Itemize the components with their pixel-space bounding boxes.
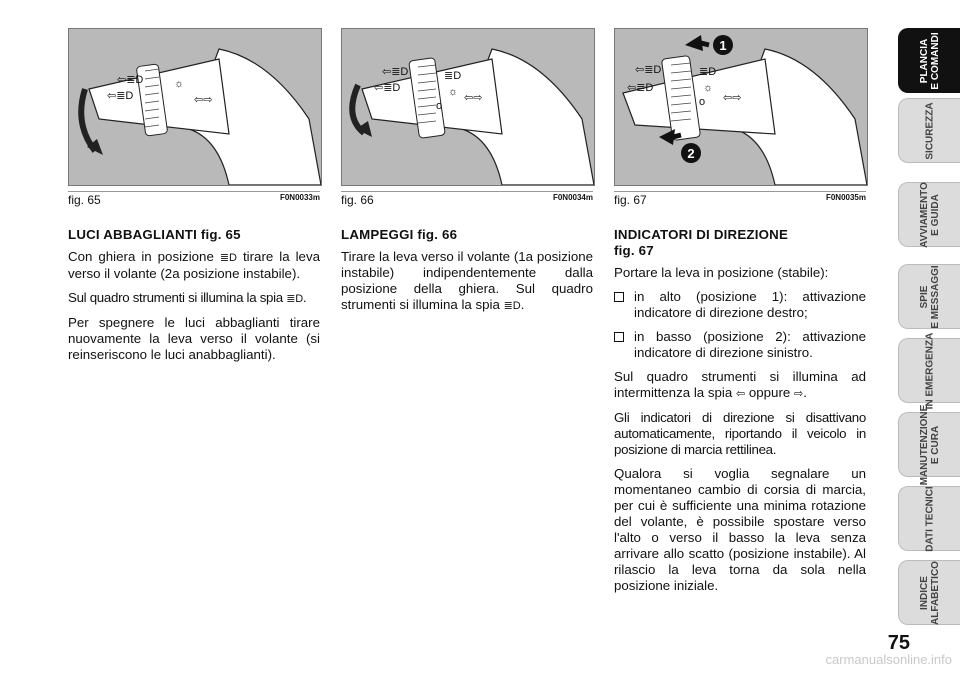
paragraph: Tirare la leva verso il volante (1a posizione instabile) indipendentemente dalla posizione della ghiera. Sul quadro strumenti si illumina la spia ≣D.	[341, 249, 593, 312]
figure-code: F0N0033m	[279, 193, 320, 202]
svg-text:≣D: ≣D	[444, 70, 462, 82]
section-title: LAMPEGGI fig. 66	[341, 227, 458, 242]
svg-text:≣D: ≣D	[699, 66, 717, 78]
figure-code: F0N0035m	[825, 193, 866, 202]
column-indicatori	[614, 227, 866, 602]
svg-text:⇦≣D: ⇦≣D	[635, 64, 662, 76]
column-lampeggi	[341, 227, 593, 322]
right-arrow-icon: ⇨	[793, 388, 804, 400]
paragraph: Qualora si voglia segnalare un momentaneo cambio di corsia di marcia, per cui è sufficiente una minima rotazione del volante, è possibile spostare verso l'alto o verso il basso la leva senza arrivare allo scatto (posizione instabile). Al rilascio la leva torna da sola nella posizione iniziale.	[614, 466, 866, 593]
figure-code: F0N0034m	[552, 193, 593, 202]
page-number: 75	[887, 632, 910, 654]
paragraph: Per spegnere le luci abbaglianti tirare nuovamente la leva verso il volante (si reinseriscono le luci anabbaglianti).	[68, 315, 320, 362]
tab-manutenzione-e-cura[interactable]: MANUTENZIONE E CURA	[898, 412, 960, 477]
figure-65-image	[68, 28, 322, 186]
figure-66-image	[341, 28, 595, 186]
list-item: in basso (posizione 2): attivazione indicatore di direzione sinistro.	[614, 329, 866, 361]
high-beam-icon: ≣D	[286, 293, 303, 305]
svg-text:⇦≣D: ⇦≣D	[382, 66, 409, 78]
left-arrow-icon: ⇦	[735, 388, 746, 400]
paragraph: Sul quadro strumenti si illumina la spia ≣D.	[68, 290, 307, 305]
figure-label: fig. 67	[614, 193, 647, 207]
marker-1: 1	[719, 38, 727, 53]
svg-text:⇦⇨: ⇦⇨	[723, 92, 742, 104]
svg-text:☼: ☼	[174, 78, 185, 90]
paragraph: Con ghiera in posizione ≣D tirare la leva verso il volante (2a posizione instabile).	[68, 249, 320, 281]
tab-spie-e-messaggi[interactable]: SPIE E MESSAGGI	[898, 264, 960, 329]
svg-text:☼: ☼	[448, 86, 459, 98]
tab-sicurezza[interactable]: SICUREZZA	[898, 98, 960, 163]
bullet-list	[614, 289, 866, 361]
paragraph: Gli indicatori di direzione si disattivano automaticamente, riportando il veicolo in posizione di marcia rettilinea.	[614, 410, 866, 457]
svg-text:⇦≣D: ⇦≣D	[117, 74, 144, 86]
high-beam-icon: ≣D	[503, 300, 521, 312]
high-beam-icon: ≣D	[219, 252, 237, 264]
column-luci-abbaglianti	[68, 227, 320, 371]
checkbox-bullet-icon	[614, 332, 624, 342]
figure-67-image	[614, 28, 868, 186]
tab-plancia-e-comandi[interactable]: PLANCIA E COMANDI	[898, 28, 960, 93]
figure-65-caption	[68, 191, 320, 208]
tab-avviamento-e-guida[interactable]: AVVIAMENTO E GUIDA	[898, 182, 960, 247]
svg-text:⇦≣D: ⇦≣D	[627, 82, 654, 94]
marker-2: 2	[687, 146, 695, 161]
svg-text:o: o	[436, 100, 443, 112]
figure-67-caption	[614, 191, 866, 208]
svg-text:⇦⇨: ⇦⇨	[194, 94, 213, 106]
svg-text:⇦≣D: ⇦≣D	[374, 82, 401, 94]
section-title: INDICATORI DI DIREZIONE fig. 67	[614, 227, 789, 258]
figure-66-caption	[341, 191, 593, 208]
checkbox-bullet-icon	[614, 292, 624, 302]
tab-indice-alfabetico[interactable]: INDICE ALFABETICO	[898, 560, 960, 625]
tab-in-emergenza[interactable]: IN EMERGENZA	[898, 338, 960, 403]
svg-text:o: o	[699, 96, 706, 108]
figure-label: fig. 65	[68, 193, 101, 207]
watermark: carmanualsonline.info	[825, 652, 952, 667]
tab-dati-tecnici[interactable]: DATI TECNICI	[898, 486, 960, 551]
paragraph: Portare la leva in posizione (stabile):	[614, 265, 829, 280]
svg-text:☼: ☼	[703, 82, 714, 94]
paragraph: Sul quadro strumenti si illumina ad intermittenza la spia ⇦ oppure ⇨.	[614, 369, 866, 400]
list-item: in alto (posizione 1): attivazione indicatore di direzione destro;	[614, 289, 866, 321]
svg-text:⇦⇨: ⇦⇨	[464, 92, 483, 104]
section-title: LUCI ABBAGLIANTI fig. 65	[68, 227, 241, 242]
figure-label: fig. 66	[341, 193, 374, 207]
svg-text:⇦≣D: ⇦≣D	[107, 90, 134, 102]
